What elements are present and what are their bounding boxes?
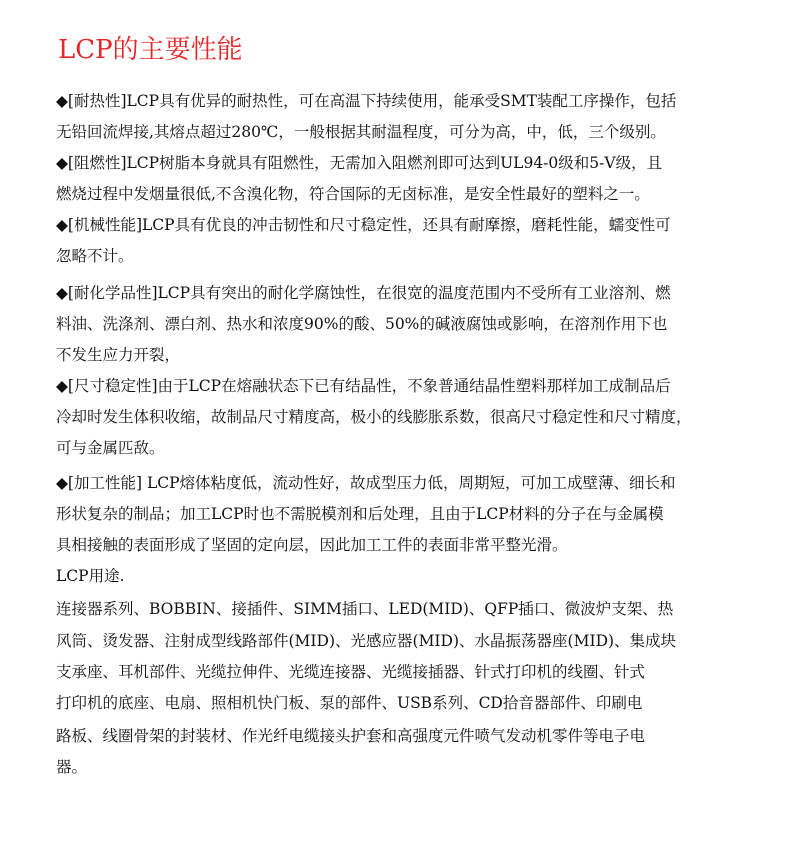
- text-line: 打印机的底座、电扇、照相机快门板、泵的部件、USB系列、CD拾音器部件、印刷电: [56, 694, 643, 712]
- text-line: 风筒、烫发器、注射成型线路部件(MID)、光感应器(MID)、水晶振荡器座(MID)、集成块: [56, 632, 677, 650]
- text-line: LCP用途.: [56, 567, 125, 585]
- text-line: 支承座、耳机部件、光缆拉伸件、光缆连接器、光缆接插器、针式打印机的线圈、针式: [56, 663, 646, 681]
- text-line: 冷却时发生体积收缩，故制品尺寸精度高，极小的线膨胀系数，很高尺寸稳定性和尺寸精度，: [56, 408, 692, 426]
- text-line: 形状复杂的制品；加工LCP时也不需脱模剂和后处理，且由于LCP材料的分子在与金属模: [56, 505, 664, 523]
- text-line: ◆[加工性能] LCP熔体粘度低，流动性好，故成型压力低，周期短，可加工成壁薄、细长和: [56, 474, 676, 492]
- text-line: ◆[机械性能]LCP具有优良的冲击韧性和尺寸稳定性，还具有耐摩擦，磨耗性能，蠕变性可: [56, 216, 671, 234]
- text-line: 不发生应力开裂，: [56, 346, 181, 364]
- text-line: 料油、洗涤剂、漂白剂、热水和浓度90%的酸、50%的碱液腐蚀或影响，在溶剂作用下也: [56, 315, 668, 333]
- text-line: 路板、线圈骨架的封装材、作光纤电缆接头护套和高强度元件喷气发动机零件等电子电: [56, 727, 646, 745]
- text-line: 连接器系列、BOBBIN、接插件、SIMM插口、LED(MID)、QFP插口、微波炉支架、热: [56, 600, 674, 618]
- page-title: LCP的主要性能: [58, 35, 243, 65]
- text-line: 可与金属匹敌。: [56, 439, 165, 457]
- text-line: ◆[耐化学品性]LCP具有突出的耐化学腐蚀性，在很宽的温度范围内不受所有工业溶剂、燃: [56, 284, 671, 302]
- text-line: 忽略不计。: [56, 247, 134, 265]
- text-line: 器。: [56, 758, 88, 776]
- text-line: 具相接触的表面形成了坚固的定向层，因此加工工件的表面非常平整光滑。: [56, 536, 568, 554]
- text-line: ◆[阻燃性]LCP树脂本身就具有阻燃性，无需加入阻燃剂即可达到UL94-0级和5-V级，且: [56, 154, 663, 172]
- text-line: 燃烧过程中发烟量很低,不含溴化物，符合国际的无卤标准，是安全性最好的塑料之一。: [56, 185, 650, 203]
- text-line: ◆[尺寸稳定性]由于LCP在熔融状态下已有结晶性，不象普通结晶性塑料那样加工成制品后: [56, 377, 671, 395]
- text-line: ◆[耐热性]LCP具有优异的耐热性，可在高温下持续使用，能承受SMT装配工序操作，包括: [56, 92, 677, 110]
- text-line: 无铅回流焊接,其熔点超过280℃，一般根据其耐温程度，可分为高，中，低，三个级别。: [56, 123, 666, 141]
